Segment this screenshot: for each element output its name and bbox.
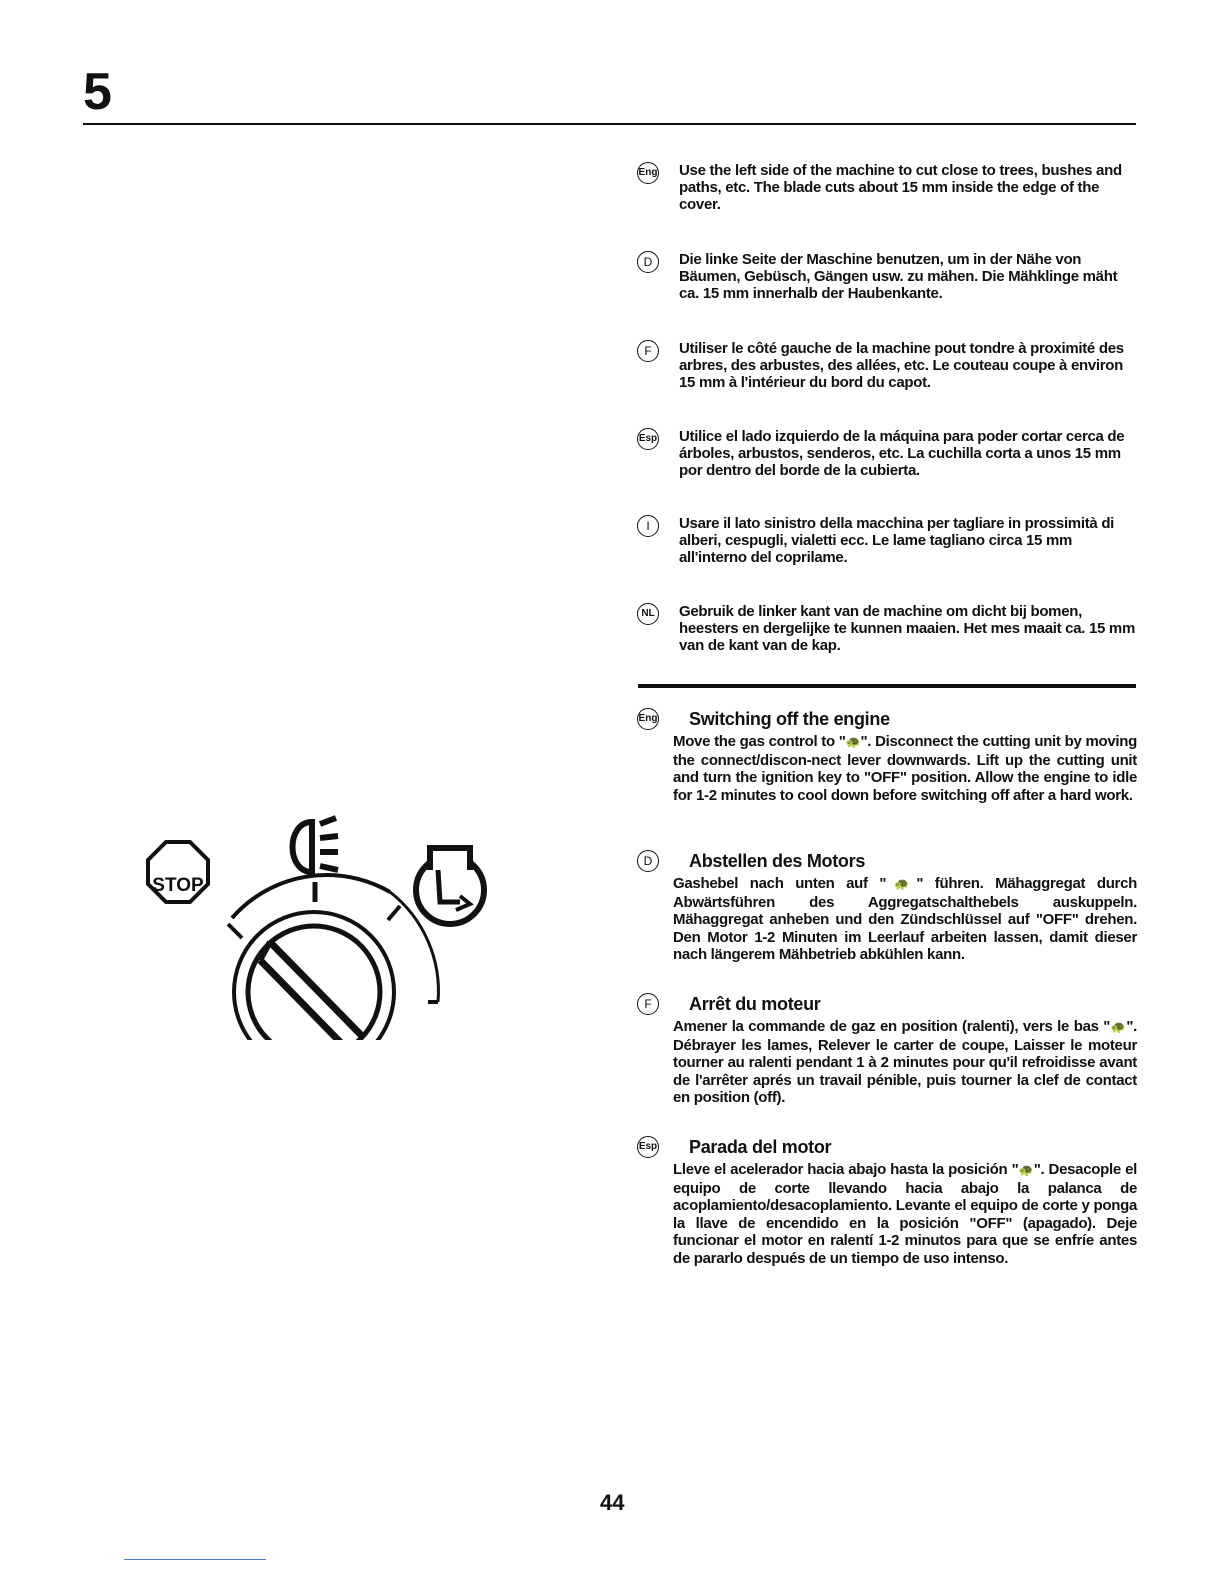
intro-text: Die linke Seite der Maschine benutzen, um in der Nähe von Bäumen, Gebüsch, Gängen usw. zu mähen. Die Mähklinge mäht ca. 15 mm innerhalb der Haubenkante. <box>679 251 1118 302</box>
ignition-switch-figure <box>140 800 500 1040</box>
turtle-icon: 🐢 <box>1110 1020 1127 1034</box>
lang-badge: Esp <box>637 1136 659 1158</box>
intro-text: Utiliser le côté gauche de la machine pout tondre à proximité des arbres, des arbustes, des allées, etc. Le couteau coupe à environ 15 mm à l'intérieur du bord du capot. <box>679 340 1124 391</box>
lang-badge: D <box>637 251 659 273</box>
ignition-key-dial <box>234 912 394 1040</box>
section-title: Abstellen des Motors <box>689 851 866 871</box>
turtle-icon: 🐢 <box>845 735 861 749</box>
page-number: 44 <box>600 1490 625 1515</box>
lang-badge: I <box>637 515 659 537</box>
section-body: Lleve el acelerador hacia abajo hasta la posición "🐢". Desacople el equipo de corte llevando hacia abajo la palanca de acoplamiento/desacoplamiento. Levante el equipo de corte y ponga la llave de encendido en la posición "OFF" (apagado). Deje funcionar el motor en ralentí 1-2 minutos para que se enfríe antes de pararlo después de un tiempo de uso intenso. <box>673 1161 1137 1267</box>
stop-sign-icon <box>148 842 208 902</box>
intro-text: Utilice el lado izquierdo de la máquina para poder cortar cerca de árboles, arbustos, senderos, etc. La cuchilla corta a unos 15 mm por dentro del borde de la cubierta. <box>679 428 1125 479</box>
lang-badge: NL <box>637 603 659 625</box>
lang-badge: F <box>637 993 659 1015</box>
engine-start-icon <box>416 846 484 924</box>
section-title: Parada del motor <box>689 1137 832 1157</box>
intro-text: Usare il lato sinistro della macchina per tagliare in prossimità di alberi, cespugli, vialetti ecc. Le lame tagliano circa 15 mm all'interno del coprilame. <box>679 515 1115 566</box>
section-body: Gashebel nach unten auf "🐢" führen. Mähaggregat durch Abwärtsführen des Aggregatschalthebels auskuppeln. Mähaggregat anheben und den Zündschlüssel auf "OFF" drehen. Den Motor 1-2 Minuten im Leerlauf arbeiten lassen, damit dieser nach längerem Mähbetrieb abkühlen kann. <box>673 875 1137 963</box>
lang-badge: D <box>637 850 659 872</box>
headlight-icon <box>293 818 339 872</box>
section-title: Switching off the engine <box>689 709 890 729</box>
turtle-icon: 🐢 <box>886 877 917 891</box>
lang-badge: Esp <box>637 428 659 450</box>
section-divider <box>638 684 1136 688</box>
header-rule <box>83 123 1136 125</box>
section-body: Amener la commande de gaz en position (ralenti), vers le bas "🐢". Débrayer les lames, Relever le carter de coupe, Laisser le moteur tourner au ralenti pendant 1 à 2 minutes pour qu'il refroidisse avant de l'arrêter aprés un travail pénible, puis tourner la clef de contact en position (off). <box>673 1018 1137 1106</box>
intro-text: Gebruik de linker kant van de machine om dicht bij bomen, heesters en dergelijke te kunnen maaien. Het mes maait ca. 15 mm van de kant van de kap. <box>679 603 1136 654</box>
section-title: Arrêt du moteur <box>689 994 821 1014</box>
lang-badge: Eng <box>637 708 659 730</box>
intro-text: Use the left side of the machine to cut close to trees, bushes and paths, etc. The blade cuts about 15 mm inside the edge of the cover. <box>679 162 1122 213</box>
chapter-number: 5 <box>83 63 111 121</box>
start-marker <box>388 906 400 920</box>
off-marker <box>228 924 242 938</box>
footer-line <box>124 1559 266 1560</box>
section-body: Move the gas control to "🐢". Disconnect the cutting unit by moving the connect/discon-nect lever downwards. Lift up the cutting unit and turn the ignition key to "OFF" position. Allow the engine to idle for 1-2 minutes to cool down before switching off after a hard work. <box>673 733 1137 804</box>
lang-badge: Eng <box>637 162 659 184</box>
svg-text:STOP: STOP <box>152 875 204 896</box>
turtle-icon: 🐢 <box>1018 1163 1034 1177</box>
lang-badge: F <box>637 340 659 362</box>
